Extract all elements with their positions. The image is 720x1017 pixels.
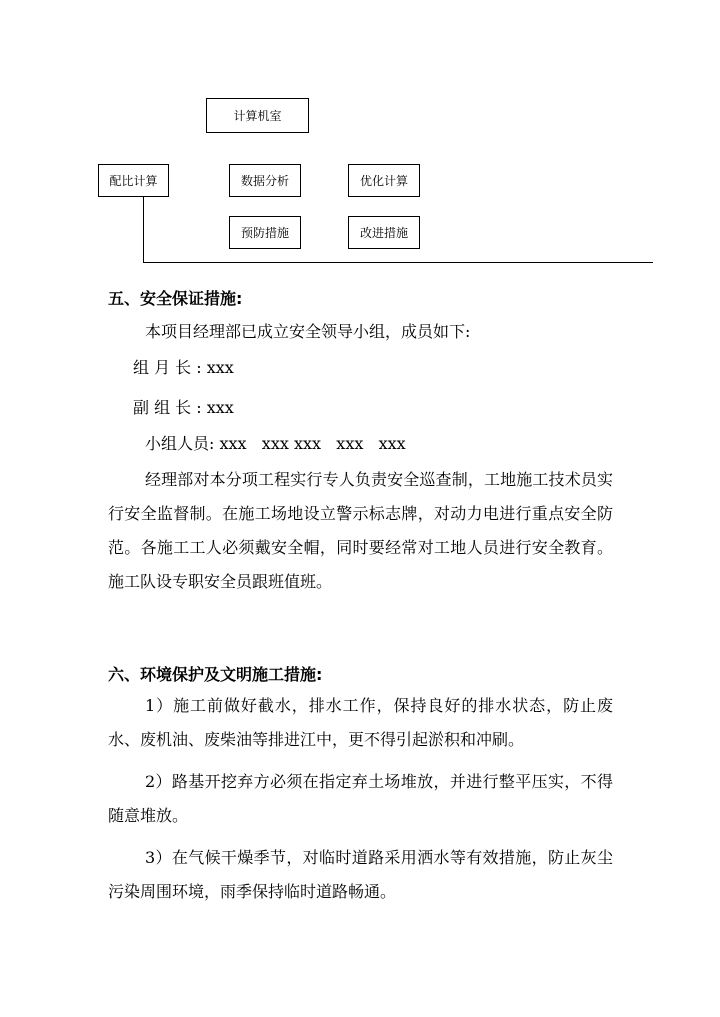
prevention-label: 预防措施: [240, 226, 289, 240]
mix-calc-label: 配比计算: [109, 174, 158, 188]
safety-intro: 本项目经理部已成立安全领导小组，成员如下:: [145, 322, 471, 341]
data-analysis-label: 数据分析: [240, 174, 289, 188]
safety-paragraph: 经理部对本分项工程实行专人负责安全巡查制，工地施工技术员实行安全监督制。在施工场地设立警示标志牌，对动力电进行重点安全防范。各施工工人必须戴安全帽，同时要经常对工地人员进行安全教育。施工队设专职安全员跟班值班。: [108, 470, 613, 591]
data-analysis-box: [229, 164, 301, 197]
environment-heading: 六、环境保护及文明施工措施:: [108, 665, 323, 684]
safety-heading: 五、安全保证措施:: [108, 289, 243, 308]
environment-item: 3）在气候干燥季节，对临时道路采用洒水等有效措施，防止灰尘污染周围环境，雨季保持临时道路畅通。: [108, 848, 613, 901]
computer-room-box: [206, 98, 309, 133]
optimize-calc-label: 优化计算: [359, 174, 408, 188]
group-members: 小组人员: xxx xxx xxx xxx xxx: [145, 434, 406, 453]
deputy-leader: 副 组 长 : xxx: [133, 398, 234, 417]
environment-item: 2）路基开挖弃方必须在指定弃土场堆放，并进行整平压实，不得随意堆放。: [108, 772, 613, 825]
improvement-label: 改进措施: [359, 226, 408, 240]
connector-horizontal: [143, 262, 653, 263]
connector-vertical: [143, 197, 144, 263]
improvement-box: [348, 216, 420, 249]
prevention-box: [229, 216, 301, 249]
environment-item: 1）施工前做好截水，排水工作，保持良好的排水状态，防止废水、废机油、废柴油等排进江中，更不得引起淤积和冲刷。: [108, 696, 613, 749]
computer-room-label: 计算机室: [233, 109, 282, 123]
optimize-calc-box: [348, 164, 420, 197]
group-leader: 组 月 长 : xxx: [133, 358, 234, 377]
mix-calc-box: [98, 164, 169, 197]
